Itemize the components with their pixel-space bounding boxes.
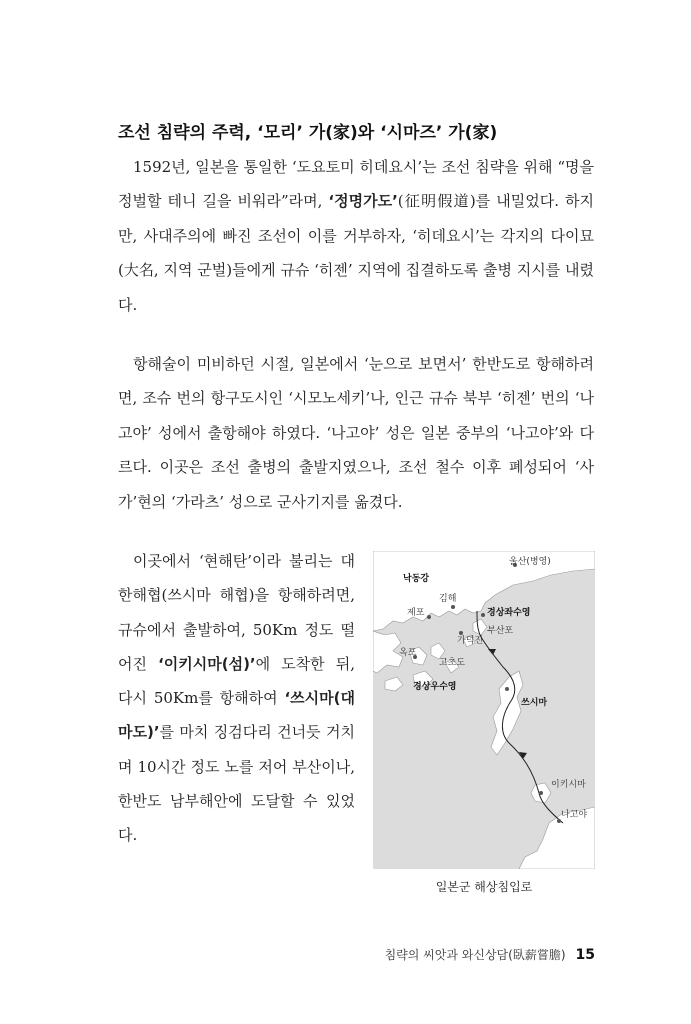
paragraph-1-text-b: (征明假道)를 내밀었다. 하지만, 사대주의에 빠진 조선이 이를 거부하자, ‘히데요시’는 각지의 다이묘(大名, 지역 군벌)들에게 규슈 ‘히젠’ 지역에 집결하도록 출병 지시를 내렸다. bbox=[118, 192, 595, 314]
paragraph-3-bold-2: ‘쓰시마(대마도)’ bbox=[118, 689, 355, 742]
paragraph-1-text-a: 1592년, 일본을 통일한 ‘도요토미 히데요시’는 조선 침략을 위해 “명을 정벌할 테니 길을 비워라”라며, bbox=[118, 158, 594, 211]
busanpo-dot bbox=[481, 613, 485, 617]
gimhae-dot bbox=[451, 605, 455, 609]
paragraph-3 bbox=[118, 544, 355, 853]
paragraph-3-text-b: 에 도착한 뒤, 다시 50Km를 항해하여 bbox=[118, 654, 355, 708]
route-arrow-2 bbox=[488, 649, 496, 655]
running-title: 침략의 씨앗과 와신상담(臥薪嘗膽) bbox=[384, 948, 566, 962]
korea-landmass bbox=[373, 551, 595, 631]
map-caption: 일본군 해상침입로 bbox=[435, 880, 533, 894]
label-gyeongsang-right-navy: 경상우수영 bbox=[413, 682, 457, 692]
label-gadeok: 가덕진 bbox=[457, 636, 484, 646]
label-nakdong: 낙동강 bbox=[403, 574, 430, 584]
invasion-route-map bbox=[373, 551, 595, 869]
map-graphic bbox=[373, 551, 595, 869]
paragraph-1 bbox=[118, 150, 594, 322]
paragraph-3-bold-1: ‘이키시마(섬)’ bbox=[158, 654, 256, 673]
paragraph-2 bbox=[118, 347, 594, 519]
section-heading: 조선 침략의 주력, ‘모리’ 가(家)와 ‘시마즈’ 가(家) bbox=[118, 123, 498, 143]
tsushima-island bbox=[491, 671, 523, 755]
page-footer bbox=[385, 946, 595, 963]
label-tsushima: 쓰시마 bbox=[521, 698, 548, 708]
paragraph-3-text-a: 이곳에서 ‘현해탄’이라 불리는 대한해협(쓰시마 해협)을 항해하려면, 규슈에서 출발하여, 50Km 정도 떨어진 bbox=[118, 552, 355, 673]
label-gyeongsang-left-navy: 경상좌수영 bbox=[487, 608, 531, 618]
label-ikishima: 이키시마 bbox=[551, 780, 586, 790]
label-nagoya: 나고야 bbox=[561, 810, 588, 820]
paragraph-3-text-c: 를 마치 징검다리 건너듯 거치며 10시간 정도 노를 저어 부산이나, 한반도 남부해안에 도달할 수 있었다. bbox=[118, 723, 355, 845]
label-jepo: 제포 bbox=[407, 608, 425, 618]
jepo-dot bbox=[427, 615, 431, 619]
label-gimhae: 김해 bbox=[439, 594, 457, 604]
label-okpo: 옥포 bbox=[399, 648, 417, 658]
tsushima-dot bbox=[505, 687, 509, 691]
paragraph-1-bold: ‘정명가도’ bbox=[328, 192, 398, 211]
iki-dot bbox=[539, 791, 543, 795]
paragraph-2-text: 항해술이 미비하던 시절, 일본에서 ‘눈으로 보면서’ 한반도로 항해하려면, 조슈 번의 항구도시인 ‘시모노세키’나, 인근 규슈 북부 ‘히젠’ 번의 ‘나고야’ 성에서 출항해야 하였다. ‘나고야’ 성은 일본 중부의 ‘나고야’와 다르다. 이곳은 조선 출병의 출발지였으나, 조선 철수 이후 폐성되어 ‘사가’현의 ‘가라츠’ 성으로 군사기지를 옮겼다. bbox=[118, 355, 594, 511]
label-gochodo: 고초도 bbox=[439, 658, 466, 668]
page-number: 15 bbox=[575, 947, 595, 963]
label-busanpo: 부산포 bbox=[487, 626, 514, 636]
label-ulsan: 울산(병영) bbox=[509, 557, 551, 567]
